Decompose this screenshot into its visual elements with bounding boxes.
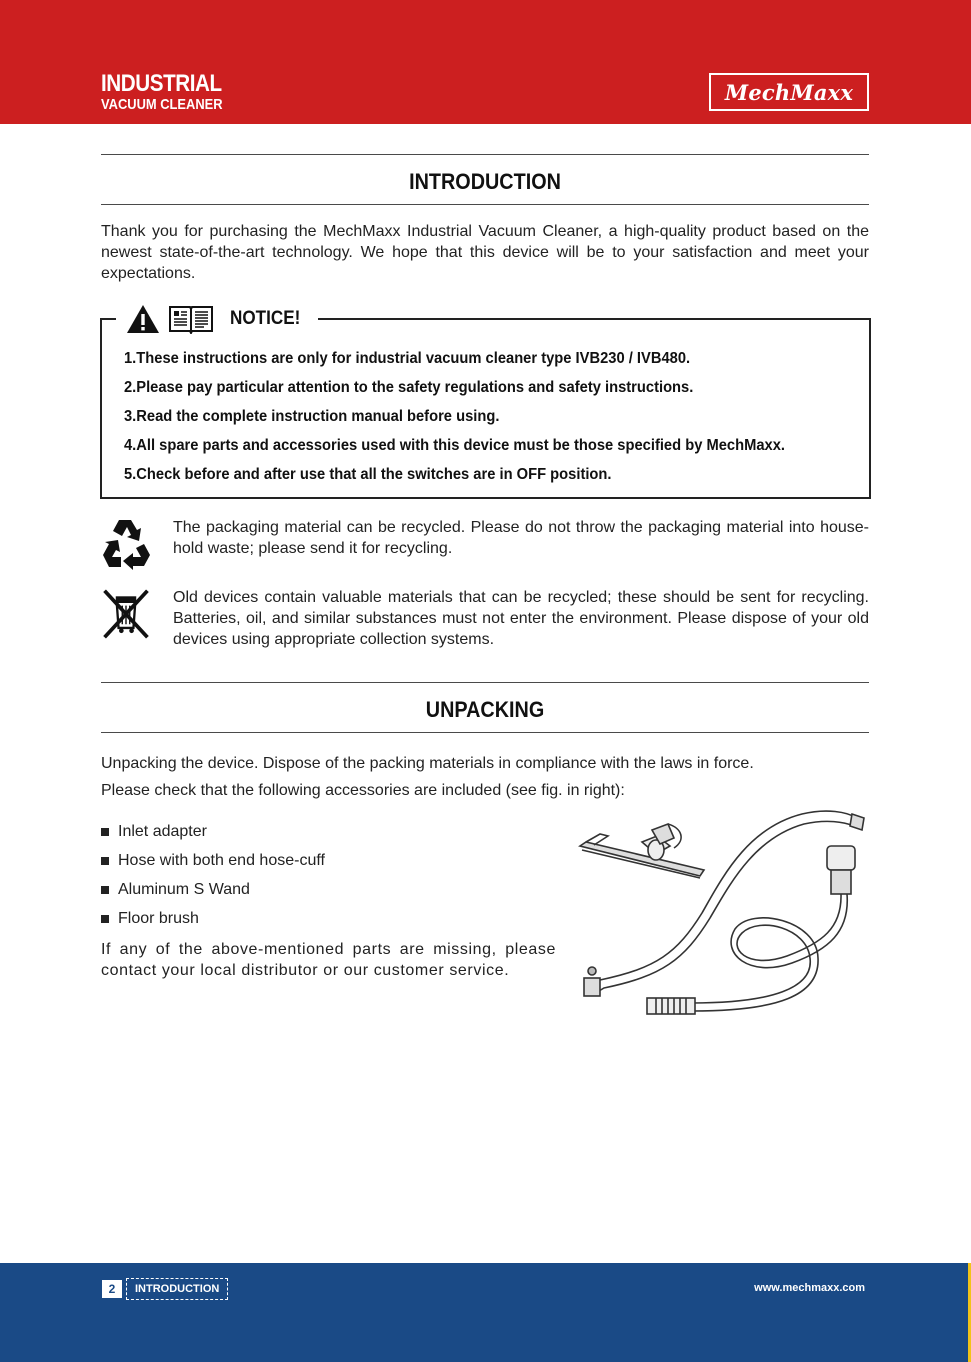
notice-item: 3.Read the complete instruction manual before using. <box>124 408 500 425</box>
product-brand <box>101 72 242 112</box>
notice-item: 5.Check before and after use that all the switches are in OFF position. <box>124 466 612 483</box>
unpacking-line-1: Unpacking the device. Dispose of the packing materials in compliance with the laws in force. <box>101 755 754 772</box>
missing-parts-text: If any of the above-mentioned parts are missing, please contact your local distributor or our customer service. <box>101 941 556 979</box>
page-number: 2 <box>102 1280 122 1298</box>
notice-header <box>116 301 318 337</box>
list-item <box>101 846 325 875</box>
notice-list <box>124 344 864 489</box>
notice-title: NOTICE! <box>230 308 301 329</box>
notice-item: 2.Please pay particular attention to the safety regulations and safety instructions. <box>124 379 694 396</box>
list-item <box>101 817 325 846</box>
introduction-paragraph: Thank you for purchasing the MechMaxx Industrial Vacuum Cleaner, a high-quality product based on the newest state-of-the-art technology. We hope that this device will be to your satisfaction and meet your expectations. <box>101 223 869 282</box>
accessory-label: Hose with both end hose-cuff <box>118 852 325 869</box>
bullet-square-icon <box>101 828 109 836</box>
brand-line-2: VACUUM CLEANER <box>101 96 223 113</box>
divider <box>101 682 869 683</box>
unpacking-title: UNPACKING <box>425 697 545 722</box>
crossed-bin-icon <box>101 587 151 641</box>
unpacking-line-2: Please check that the following accessories are included (see fig. in right): <box>101 782 625 799</box>
bullet-square-icon <box>101 857 109 865</box>
divider <box>101 204 869 205</box>
disposal-text: Old devices contain valuable materials that can be recycled; these should be sent for recycling. Batteries, oil, and similar substances must not enter the environment. Please dispose of your old devices using appropriate collection systems. <box>173 589 869 648</box>
website-link[interactable]: www.mechmaxx.com <box>754 1282 865 1294</box>
mechmaxx-logo: MechMaxx <box>709 73 869 111</box>
bullet-square-icon <box>101 886 109 894</box>
list-item <box>101 875 325 904</box>
notice-item: 1.These instructions are only for industrial vacuum cleaner type IVB230 / IVB480. <box>124 350 691 367</box>
bullet-square-icon <box>101 915 109 923</box>
accessories-figure <box>572 808 867 1023</box>
divider <box>101 732 869 733</box>
accessory-label: Floor brush <box>118 910 199 927</box>
warning-icon <box>126 304 160 334</box>
accessory-label: Inlet adapter <box>118 823 207 840</box>
brand-line-1: INDUSTRIAL <box>101 70 222 97</box>
s-wand-icon <box>584 811 864 996</box>
accessories-list <box>101 817 325 933</box>
list-item <box>101 904 325 933</box>
footer-section-label: INTRODUCTION <box>126 1278 228 1300</box>
recycle-icon <box>101 517 151 571</box>
introduction-title: INTRODUCTION <box>409 169 561 194</box>
notice-item: 4.All spare parts and accessories used with this device must be those specified by MechMaxx. <box>124 437 786 454</box>
accessory-label: Aluminum S Wand <box>118 881 250 898</box>
floor-brush-icon <box>580 824 704 878</box>
manual-book-icon <box>168 304 214 334</box>
recycling-text: The packaging material can be recycled. Please do not throw the packaging material into house-hold waste; please send it for recycling. <box>173 519 869 557</box>
divider <box>101 154 869 155</box>
